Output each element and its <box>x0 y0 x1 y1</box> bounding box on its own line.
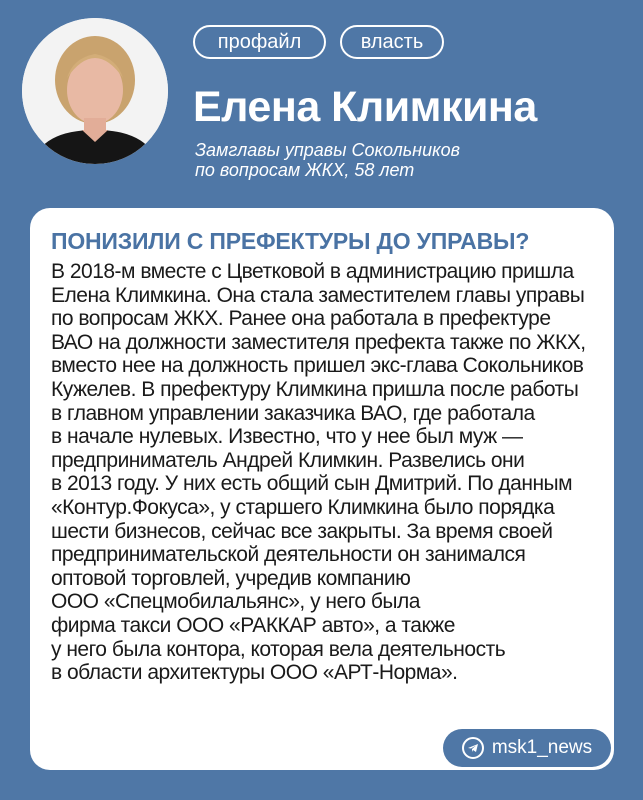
tag-profile[interactable]: профайл <box>193 25 326 59</box>
source-badge[interactable] <box>443 729 611 767</box>
body-line: по вопросам ЖКХ. Ранее она работала в префектуре <box>51 307 551 331</box>
body-line: в начале нулевых. Известно, что у нее был муж — <box>51 425 523 449</box>
body-line: Кужелев. В префектуру Климкина пришла после работы <box>51 377 579 401</box>
body-line: «Контур.Фокуса», у старшего Климкина было порядка <box>51 495 555 519</box>
body-line: оптовой торговлей, учредив компанию <box>51 566 411 590</box>
body-line: в области архитектуры ООО «АРТ-Норма». <box>51 661 458 685</box>
body-line: в главном управлении заказчика ВАО, где работала <box>51 401 535 425</box>
subtitle-line: Замглавы управы Сокольников <box>195 140 461 160</box>
person-name: Елена Климкина <box>193 83 537 131</box>
body-line: предприниматель Андрей Климкин. Развелись они <box>51 448 525 472</box>
body-line: предпринимательской деятельности он занимался <box>51 543 526 567</box>
body-line: шести бизнесов, сейчас все закрыты. За время своей <box>51 519 553 543</box>
source-label: msk1_news <box>491 737 593 758</box>
body-line: В 2018-м вместе с Цветковой в администрацию пришла <box>51 260 574 283</box>
body-line: у него была контора, которая вела деятельность <box>51 637 506 661</box>
portrait-image <box>22 18 168 164</box>
body-line: ВАО на должности заместителя префекта также по ЖКХ, <box>51 330 586 354</box>
body-line: в 2013 году. У них есть общий сын Дмитрий. По данным <box>51 472 573 496</box>
telegram-icon <box>462 737 484 759</box>
body-line: фирма такси ООО «РАККАР авто», а также <box>51 613 455 637</box>
tag-power[interactable]: власть <box>340 25 444 59</box>
person-subtitle <box>195 140 460 180</box>
body-line: Елена Климкина. Она стала заместителем главы управы <box>51 283 585 307</box>
subtitle-line: по вопросам ЖКХ, 58 лет <box>195 160 415 180</box>
body-line: вместо нее на должность пришел экс-глава Сокольников <box>51 354 584 378</box>
article-body <box>51 260 611 685</box>
body-line: ООО «Спецмобилальянс», у него была <box>51 590 420 614</box>
article-headline: ПОНИЗИЛИ С ПРЕФЕКТУРЫ ДО УПРАВЫ? <box>51 228 530 254</box>
avatar <box>22 18 168 164</box>
